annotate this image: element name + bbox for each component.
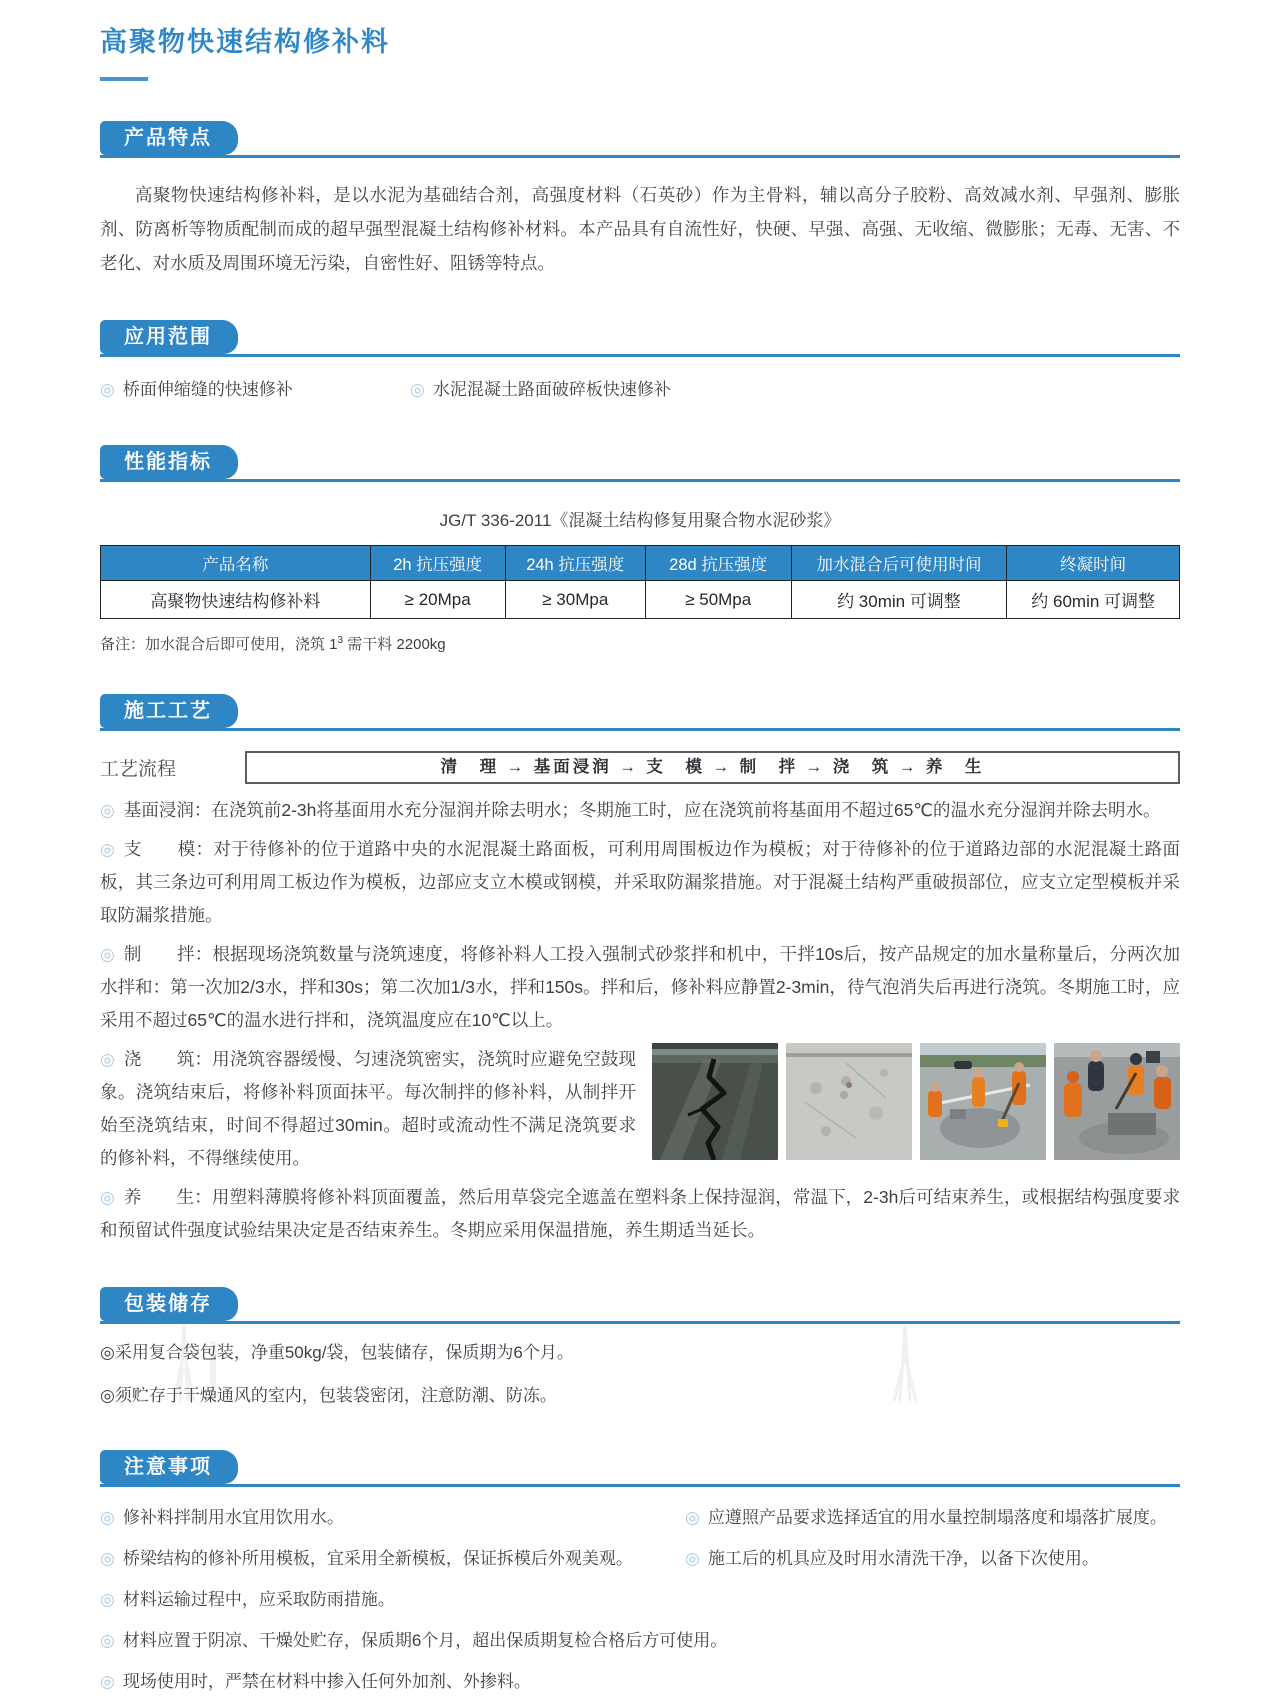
- ring-bullet-icon: ◎: [100, 1672, 115, 1691]
- precaution-text: 材料运输过程中，应采取防雨措施。: [122, 1590, 395, 1609]
- ring-bullet-icon: ◎: [100, 840, 115, 859]
- process-step: [100, 1181, 1180, 1247]
- concrete-surface-photo: [786, 1043, 912, 1160]
- process-flow-row: [100, 751, 1180, 784]
- site-photo-strip: [652, 1043, 1180, 1160]
- precautions-full-width: [100, 1626, 1180, 1696]
- table-cell: 约 60min 可调整: [1007, 581, 1180, 619]
- section-tab-application: 应用范围: [100, 320, 238, 354]
- list-item: [100, 1585, 685, 1614]
- precautions-right-column: [685, 1503, 1180, 1626]
- table-cell: 约 30min 可调整: [791, 581, 1007, 619]
- list-item: [100, 1338, 1180, 1367]
- section-head-features: [100, 121, 1180, 158]
- step-text: 养 生：用塑料薄膜将修补料顶面覆盖，然后用草袋完全遮盖在塑料条上保持湿润，常温下，2-3h后可结束养生，或根据结构强度要求和预留试件强度试验结果决定是否结束养生。冬期应采用保温措施，养生期适当延长。: [100, 1187, 1180, 1240]
- list-item: [100, 1544, 685, 1573]
- step-text: 基面浸润：在浇筑前2-3h将基面用水充分湿润并除去明水；冬期施工时，应在浇筑前将基面用不超过65℃的温水充分湿润并除去明水。: [123, 800, 1161, 820]
- section-head-performance: [100, 445, 1180, 482]
- application-item-label: 桥面伸缩缝的快速修补: [122, 380, 293, 399]
- list-item: [100, 375, 410, 405]
- table-row: [101, 581, 1180, 619]
- list-item: [100, 1626, 1180, 1655]
- ring-bullet-icon: ◎: [685, 1549, 700, 1568]
- standard-reference: JG/T 336-2011《混凝土结构修复用聚合物水泥砂浆》: [439, 511, 841, 530]
- precaution-text: 应遵照产品要求选择适宜的用水量控制塌落度和塌落扩展度。: [707, 1508, 1167, 1527]
- flow-diagram: 清 理 → 基面浸润 → 支 模 → 制 拌 → 浇 筑 → 养 生: [245, 751, 1180, 784]
- title-underline: [100, 77, 148, 81]
- section-tab-features: 产品特点: [100, 121, 238, 155]
- ring-bullet-icon: ◎: [100, 1549, 115, 1568]
- column-header: 加水混合后可使用时间: [791, 546, 1007, 581]
- table-cell: ≥ 20Mpa: [370, 581, 505, 619]
- section-tab-performance: 性能指标: [100, 445, 238, 479]
- list-item: [410, 375, 671, 405]
- list-item: [685, 1503, 1180, 1532]
- section-head-packaging: [100, 1287, 1180, 1324]
- performance-table: [100, 545, 1180, 619]
- list-item: [100, 1381, 1180, 1410]
- precaution-text: 现场使用时，严禁在材料中掺入任何外加剂、外掺料。: [122, 1672, 531, 1691]
- ring-bullet-icon: ◎: [100, 1590, 115, 1609]
- list-item: [100, 1503, 685, 1532]
- process-step: [100, 938, 1180, 1037]
- step-text: 制 拌：根据现场浇筑数量与浇筑速度，将修补料人工投入强制式砂浆拌和机中，干拌10s后，按产品规定的加水量称量后，分两次加水拌和：第一次加2/3水，拌和30s；第二次加1/3水，拌和150s。拌和后，修补料应静置2-3min，待气泡消失后再进行浇筑。冬期施工时，应采用不超过65℃的温水进行拌和，浇筑温度应在10℃以上。: [100, 944, 1180, 1030]
- process-steps: [100, 794, 1180, 1247]
- ring-bullet-icon: ◎: [685, 1508, 700, 1527]
- packaging-item-text: 须贮存于干燥通风的室内，包装袋密闭，注意防潮、防冻。: [114, 1386, 557, 1405]
- table-header-row: [101, 546, 1180, 581]
- section-head-application: [100, 320, 1180, 357]
- column-header: 24h 抗压强度: [505, 546, 645, 581]
- workers-repairing-road-photo: [920, 1043, 1046, 1160]
- ring-bullet-icon: ◎: [100, 1508, 115, 1527]
- section-tab-process: 施工工艺: [100, 694, 238, 728]
- precaution-text: 材料应置于阴凉、干燥处贮存，保质期6个月，超出保质期复检合格后方可使用。: [122, 1631, 728, 1650]
- note-superscript: 3: [337, 635, 344, 646]
- table-cell: ≥ 50Mpa: [645, 581, 791, 619]
- column-header: 产品名称: [101, 546, 371, 581]
- table-note: [100, 633, 1180, 654]
- flow-label: 工艺流程: [100, 759, 177, 780]
- step-text: 支 模：对于待修补的位于道路中央的水泥混凝土路面板，可利用周围板边作为模板；对于待修补的位于道路边部的水泥混凝土路面板，其三条边可利用周工板边作为模板，边部应支立木模或钢模，并采取防漏浆措施。对于混凝土结构严重破损部位，应支立定型模板并采取防漏浆措施。: [100, 839, 1180, 925]
- ring-bullet-icon: ◎: [410, 380, 425, 399]
- application-items: [100, 375, 1180, 405]
- precaution-text: 施工后的机具应及时用水清洗干净，以备下次使用。: [707, 1549, 1099, 1568]
- ring-bullet-icon: ◎: [100, 1386, 115, 1405]
- process-step: [100, 833, 1180, 932]
- column-header: 2h 抗压强度: [370, 546, 505, 581]
- process-step: [100, 794, 1180, 827]
- section-tab-precautions: 注意事项: [100, 1450, 238, 1484]
- section-tab-packaging: 包装储存: [100, 1287, 238, 1321]
- list-item: [685, 1544, 1180, 1573]
- page-title: 高聚物快速结构修补料: [100, 27, 390, 57]
- cracked-pavement-photo: [652, 1043, 778, 1160]
- list-item: [100, 1667, 1180, 1696]
- precautions-columns: [100, 1503, 1180, 1626]
- application-item-label: 水泥混凝土路面破碎板快速修补: [432, 380, 671, 399]
- ring-bullet-icon: ◎: [100, 945, 115, 964]
- ring-bullet-icon: ◎: [100, 1631, 115, 1650]
- workers-pouring-material-photo: [1054, 1043, 1180, 1160]
- note-text: 需干料 2200kg: [343, 636, 446, 653]
- precaution-text: 桥梁结构的修补所用模板，宜采用全新模板，保证拆模后外观美观。: [122, 1549, 633, 1568]
- ring-bullet-icon: ◎: [100, 380, 115, 399]
- step-text: 浇 筑：用浇筑容器缓慢、匀速浇筑密实，浇筑时应避免空鼓现象。浇筑结束后，将修补料顶面抹平。每次制拌的修补料，从制拌开始至浇筑结束，时间不得超过30min。超时或流动性不满足浇筑要求的修补料，不得继续使用。: [100, 1049, 636, 1168]
- ring-bullet-icon: ◎: [100, 1188, 115, 1207]
- ring-bullet-icon: ◎: [100, 801, 115, 820]
- column-header: 28d 抗压强度: [645, 546, 791, 581]
- packaging-item-text: 采用复合袋包装，净重50kg/袋，包装储存，保质期为6个月。: [114, 1343, 574, 1362]
- table-cell: ≥ 30Mpa: [505, 581, 645, 619]
- precautions-left-column: [100, 1503, 685, 1626]
- features-paragraph: 高聚物快速结构修补料，是以水泥为基础结合剂，高强度材料（石英砂）作为主骨料，辅以高分子胶粉、高效减水剂、早强剂、膨胀剂、防离析等物质配制而成的超早强型混凝土结构修补材料。本产品具有自流性好，快硬、早强、高强、无收缩、微膨胀；无毒、无害、不老化、对水质及周围环境无污染，自密性好、阻锈等特点。: [100, 185, 1180, 273]
- table-cell: 高聚物快速结构修补料: [101, 581, 371, 619]
- ring-bullet-icon: ◎: [100, 1343, 115, 1362]
- section-head-process: [100, 694, 1180, 731]
- column-header: 终凝时间: [1007, 546, 1180, 581]
- section-head-precautions: [100, 1450, 1180, 1487]
- precaution-text: 修补料拌制用水宜用饮用水。: [122, 1508, 344, 1527]
- ring-bullet-icon: ◎: [100, 1050, 115, 1069]
- note-text: 备注：加水混合后即可使用，浇筑 1: [100, 636, 338, 653]
